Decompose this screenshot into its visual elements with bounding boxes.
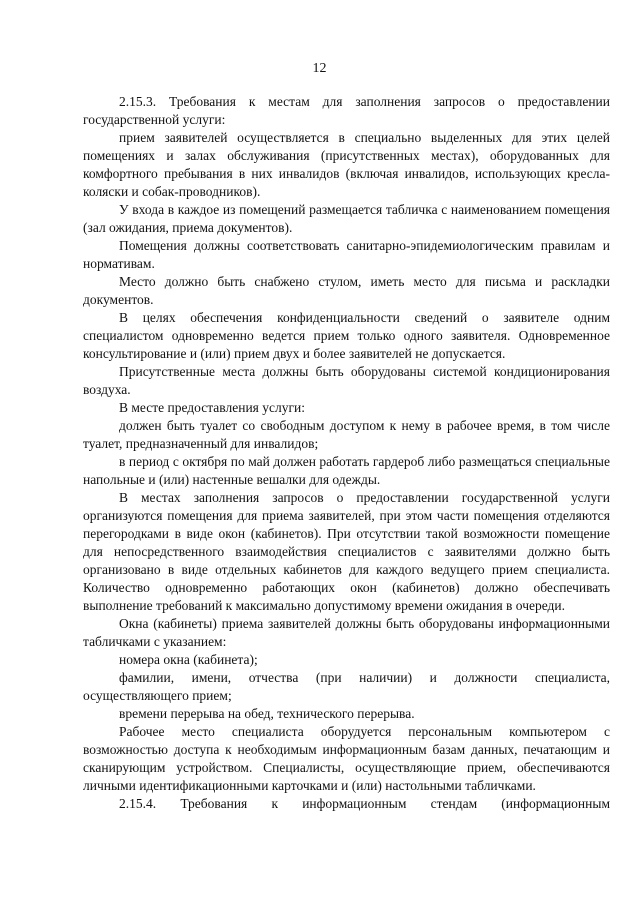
paragraph: 2.15.3. Требования к местам для заполнения запросов о предоставлении государственной услуги:	[83, 94, 610, 127]
paragraph: В местах заполнения запросов о предоставлении государственной услуги организуются помещения для приема заявителей, при этом части помещения отделяются перегородками в виде окон (кабинетов). При отсутствии такой возможности помещение для непосредственного взаимодействия специалистов с заявителями должно быть организовано в виде отдельных кабинетов для каждого ведущего прием специалиста. Количество одновременно работающих окон (кабинетов) должно обеспечивать выполнение требований к максимально допустимому времени ожидания в очереди.	[83, 490, 610, 613]
paragraph: фамилии, имени, отчества (при наличии) и должности специалиста, осуществляющего прием;	[83, 670, 610, 703]
paragraph: номера окна (кабинета);	[119, 652, 258, 667]
paragraph: в период с октября по май должен работать гардероб либо размещаться специальные напольные и (или) настенные вешалки для одежды.	[83, 454, 610, 487]
paragraph: времени перерыва на обед, технического перерыва.	[119, 706, 415, 721]
paragraph: Рабочее место специалиста оборудуется персональным компьютером с возможностью доступа к необходимым информационным базам данных, печатающим и сканирующим устройством. Специалисты, осуществляющие прием, обеспечиваются личными идентификационными карточками и (или) настольными табличками.	[83, 724, 610, 793]
paragraph: Место должно быть снабжено стулом, иметь место для письма и раскладки документов.	[83, 274, 610, 307]
paragraph: прием заявителей осуществляется в специально выделенных для этих целей помещениях и залах обслуживания (присутственных местах), оборудованных для комфортного пребывания в них инвалидов (включая инвалидов, использующих кресла-коляски и собак-проводников).	[83, 130, 610, 199]
paragraph: У входа в каждое из помещений размещается табличка с наименованием помещения (зал ожидания, приема документов).	[83, 202, 610, 235]
paragraph: В целях обеспечения конфиденциальности сведений о заявителе одним специалистом одновременно ведется прием только одного заявителя. Одновременное консультирование и (или) прием двух и более заявителей не допускается.	[83, 310, 610, 361]
page-number: 12	[312, 61, 327, 76]
paragraph: Помещения должны соответствовать санитарно-эпидемиологическим правилам и нормативам.	[83, 238, 610, 271]
paragraph: В месте предоставления услуги:	[119, 400, 306, 415]
paragraph: 2.15.4. Требования к информационным стендам (информационным	[119, 796, 610, 811]
body-text	[83, 93, 610, 813]
paragraph: должен быть туалет со свободным доступом к нему в рабочее время, в том числе туалет, предназначенный для инвалидов;	[83, 418, 610, 451]
paragraph: Окна (кабинеты) приема заявителей должны быть оборудованы информационными табличками с указанием:	[83, 616, 610, 649]
paragraph: Присутственные места должны быть оборудованы системой кондиционирования воздуха.	[83, 364, 610, 397]
